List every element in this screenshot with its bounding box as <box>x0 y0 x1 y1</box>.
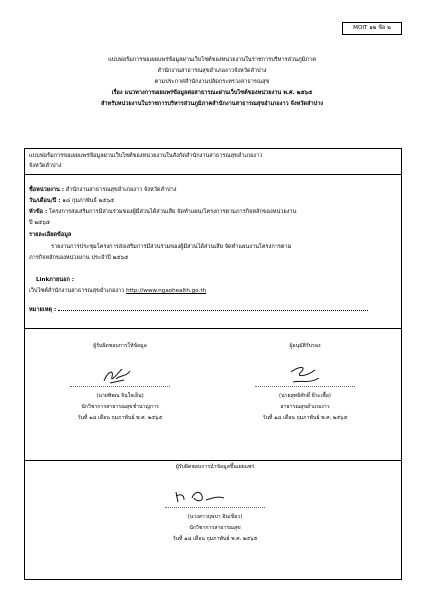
provider-signature-icon <box>100 365 134 387</box>
heading-line-3: ตามประกาศสำนักงานปลัดกระทรวงสาธารณสุข <box>154 79 270 85</box>
form-title-line-2: จังหวัดลำปาง <box>29 163 62 169</box>
subject-value-cont: ปี ๒๕๖๕ <box>29 220 51 226</box>
provider-date: วันที่ ๑๘ เดือน กุมภาพันธ์ พ.ศ. ๒๕๖๕ <box>77 415 163 421</box>
approver-name: (นายสุทธิศักดิ์ ธีระเชื้อ) <box>279 393 331 399</box>
heading-line-5: สำหรับหน่วยงานในราชการบริหารส่วนภูมิภาคสำนักงานสาธารณสุขอำเภองาว จังหวัดลำปาง <box>100 101 324 107</box>
document-code-badge: MOIT ๑๒ ข้อ ๒ <box>342 22 402 35</box>
publisher-title: ผู้รับผิดชอบการนำข้อมูลขึ้นเผยแพร่ <box>175 464 255 470</box>
provider-title: ผู้รับผิดชอบการให้ข้อมูล <box>93 343 147 349</box>
unit-value: สำนักงานสาธารณสุขอำเภองาว จังหวัดลำปาง <box>63 187 177 193</box>
publisher-name: (นางสาวบุษบา อินเขียว) <box>187 514 243 520</box>
date-label: วัน/เดือน/ปี : <box>29 198 61 204</box>
heading-line-2: สำนักงานสาธารณสุขอำเภองาวจังหวัดลำปาง <box>157 68 267 74</box>
provider-position: นักวิชาการสาธารณสุขชำนาญการ <box>81 404 159 410</box>
form-signature-divider <box>24 460 402 461</box>
unit-label: ชื่อหน่วยงาน : <box>29 187 64 193</box>
details-value-1: รายงานการประชุมโครงการส่งเสริมการมีส่วนร่วมของผู้มีส่วนได้ส่วนเสีย จัดทำแผนงานโครงการตาม <box>51 244 292 250</box>
heading-line-1: แบบฟอร์มการขอเผยแพร่ข้อมูลผ่านเว็บไซต์ของหน่วยงานในราชการบริหารส่วนภูมิภาค <box>108 57 316 63</box>
date-row <box>29 198 114 205</box>
publisher-position: นักวิชาการสาธารณสุข <box>189 525 241 531</box>
subject-value: โครงการส่งเสริมการมีส่วนร่วมของผู้มีส่วนได้ส่วนเสีย จัดทำแผน/โครงการตามภารกิจหลักของหน่วยงาน <box>47 209 297 215</box>
note-row <box>29 305 368 314</box>
provider-name: (นายพิพณ จินใจเย็น) <box>96 393 144 399</box>
note-label: หมายเหตุ : <box>29 307 57 313</box>
website-link[interactable]: http://www.ngaohealth.go.th <box>126 288 207 294</box>
form-title-divider <box>24 174 402 175</box>
details-label: รายละเอียดข้อมูล <box>29 232 72 238</box>
publisher-signature-icon <box>172 484 228 508</box>
link-label: Linkภายนอก : <box>36 277 75 283</box>
heading-line-4: เรื่อง แนวทางการเผยแพร่ข้อมูลต่อสาธารณะผ่านเว็บไซต์ของหน่วยงาน พ.ศ. ๒๕๖๕ <box>111 90 313 96</box>
unit-row <box>29 187 176 194</box>
date-value: ๑๘ กุมภาพันธ์ ๒๕๖๕ <box>60 198 115 204</box>
approver-title: ผู้อนุมัติรับรอง <box>289 343 321 349</box>
approver-date: วันที่ ๑๘ เดือน กุมภาพันธ์ พ.ศ. ๒๕๖๕ <box>262 415 348 421</box>
link-prefix: เว็บไซต์สำนักงานสาธารณสุขอำเภองาว <box>29 288 127 294</box>
publisher-date: วันที่ ๑๘ เดือน กุมภาพันธ์ พ.ศ. ๒๕๖๕ <box>172 536 258 542</box>
approver-position: สาธารณสุขอำเภองาว <box>280 404 330 410</box>
form-title-line-1: แบบฟอร์มการขอเผยแพร่ข้อมูลผ่านเว็บไซต์ของหน่วยงานในสังกัดสำนักงานสาธารณสุขอำเภองาว <box>29 153 263 159</box>
details-value-2: ภารกิจหลักของหน่วยงาน ประจำปี ๒๕๖๕ <box>29 255 129 261</box>
subject-row <box>29 209 296 216</box>
subject-label: หัวข้อ : <box>29 209 48 215</box>
link-row <box>29 288 206 295</box>
note-dotted-line <box>58 305 368 311</box>
approver-signature-icon <box>285 362 325 388</box>
form-content-divider <box>24 328 402 329</box>
